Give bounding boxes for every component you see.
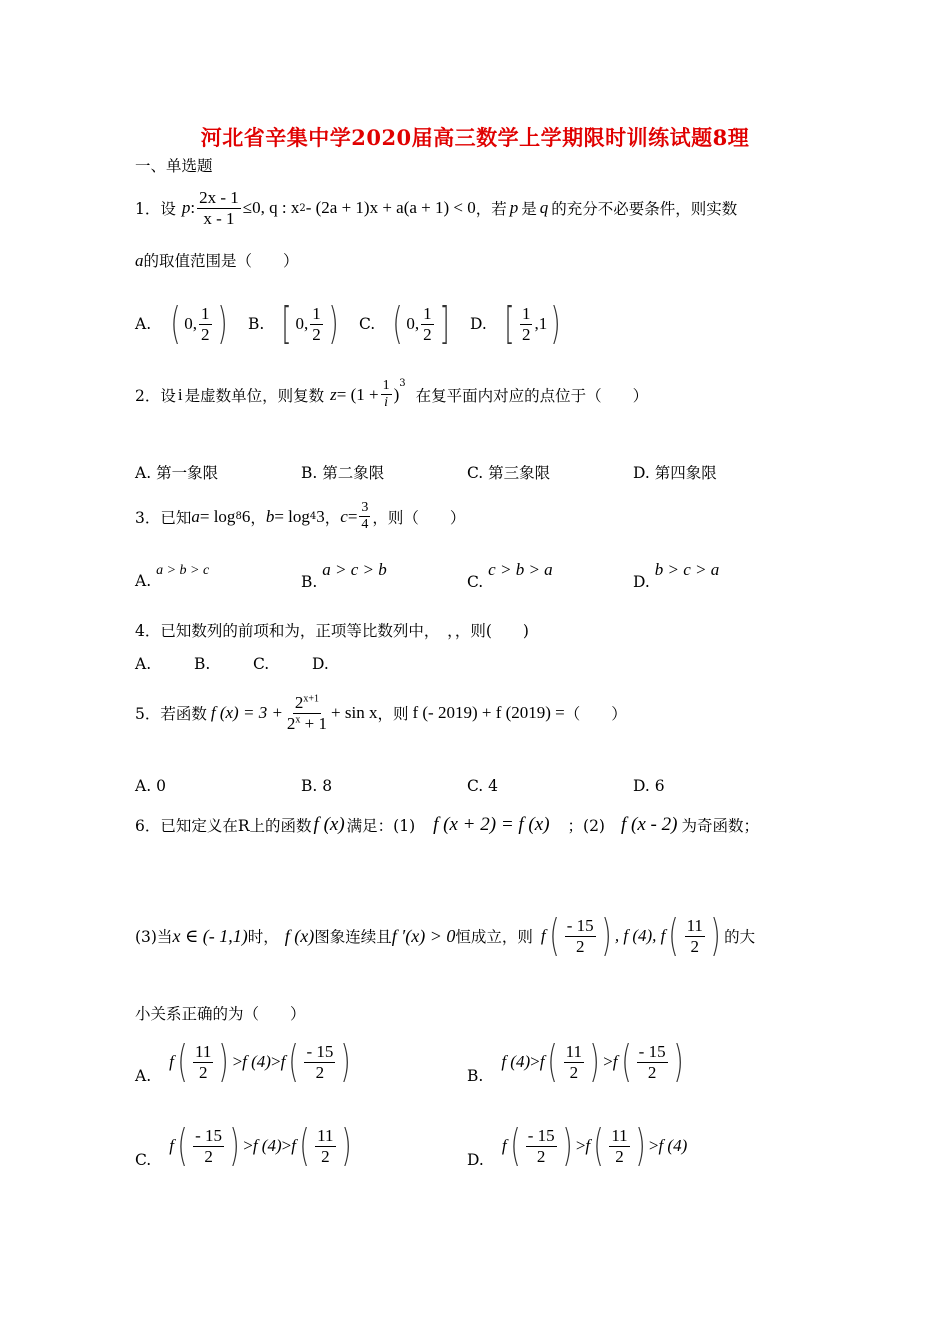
q4-option-c[interactable]: C.: [253, 655, 270, 673]
question-1-line2: a的取值范围是（ ）: [135, 251, 299, 270]
q3-option-a[interactable]: A. a > b > c: [135, 563, 210, 590]
q1-number: 1．设: [135, 200, 176, 219]
q2-option-d[interactable]: D. 第四象限: [633, 464, 717, 482]
q3-option-b[interactable]: B. a > c > b: [301, 560, 387, 591]
q2-option-a[interactable]: A. 第一象限: [135, 464, 219, 482]
q5-option-a[interactable]: A. 0: [135, 777, 166, 795]
question-6: 6．已知定义在R上的函数 f (x) 满足：(1) f (x + 2) = f (x) ；(2) f (x - 2) 为奇函数；: [135, 814, 759, 835]
q2-option-c[interactable]: C. 第三象限: [467, 464, 551, 482]
q1-option-d[interactable]: D. [ $\frac{1}{2}$ ,1 ): [470, 298, 561, 349]
q5-option-d[interactable]: D. 6: [633, 777, 665, 795]
question-6-line2: (3)当 x ∈ (- 1,1) 时， f (x) 图象连续且 f ′(x) > 0 恒成立，则 f ( $\frac{- 15}{2}$ ) , f (4), f ( $\frac{11}{2}$ ) 的大: [135, 910, 756, 961]
question-6-line3: 小关系正确的为（ ）: [135, 1005, 306, 1023]
question-3: 3．已知 a = log 8 6 ， b = log 4 3 ， c = $\frac{3}{4}$ ，则（ ）: [135, 500, 466, 533]
q1-option-b[interactable]: B. [ 0, $\frac{1}{2}$ ): [248, 298, 339, 349]
q6-option-d[interactable]: D. f ( $\frac{- 15}{2}$ ) > f ( $\frac{11}{2}$ ) > f (4): [467, 1120, 688, 1171]
q3-option-d[interactable]: D. b > c > a: [633, 560, 720, 591]
q6-option-b[interactable]: B. f (4) > f ( $\frac{11}{2}$ ) > f ( $\frac{- 15}{2}$ ): [467, 1036, 684, 1087]
q5-option-c[interactable]: C. 4: [467, 777, 499, 795]
q5-option-b[interactable]: B. 8: [301, 777, 333, 795]
q2-option-b[interactable]: B. 第二象限: [301, 464, 385, 482]
question-5: 5．若函数 f (x) = 3 + $\frac{2^{x+1}}{2^x + 1}$ + sin x ，则 f (- 2019) + f (2019) = （ ）: [135, 693, 627, 733]
q1-fraction: $\frac{2x - 1}{x - 1}$: [199, 188, 239, 228]
q4-option-a[interactable]: A.: [135, 655, 152, 673]
page-title: 河北省辛集中学2020届高三数学上学期限时训练试题8理: [200, 125, 750, 150]
question-2: 2．设 i 是虚数单位，则复数 z = (1 + $\frac{1}{i}$ ) 3 在复平面内对应的点位于（ ）: [135, 378, 649, 411]
question-1: 1．设 p : $\frac{2x - 1}{x - 1}$ ≤0, q : x 2 - (2a + 1)x + a(a + 1) < 0 ，若 p 是 q 的充分不必要条件，则实数: [135, 188, 738, 228]
q4-option-b[interactable]: B.: [194, 655, 211, 673]
q3-option-c[interactable]: C. c > b > a: [467, 560, 553, 591]
q1-option-a[interactable]: A. ( 0, $\frac{1}{2}$ ): [135, 298, 228, 349]
q6-option-c[interactable]: C. f ( $\frac{- 15}{2}$ ) > f (4) > f ( $\frac{11}{2}$ ): [135, 1120, 352, 1171]
q4-option-d[interactable]: D.: [312, 655, 329, 673]
q1-option-c[interactable]: C. ( 0, $\frac{1}{2}$ ]: [359, 298, 450, 349]
q6-option-a[interactable]: A. f ( $\frac{11}{2}$ ) > f (4) > f ( $\frac{- 15}{2}$ ): [135, 1036, 352, 1087]
question-4: 4．已知数列的前项和为，正项等比数列中， ，，则( ): [135, 622, 529, 640]
section-heading: 一、单选题: [135, 157, 213, 175]
